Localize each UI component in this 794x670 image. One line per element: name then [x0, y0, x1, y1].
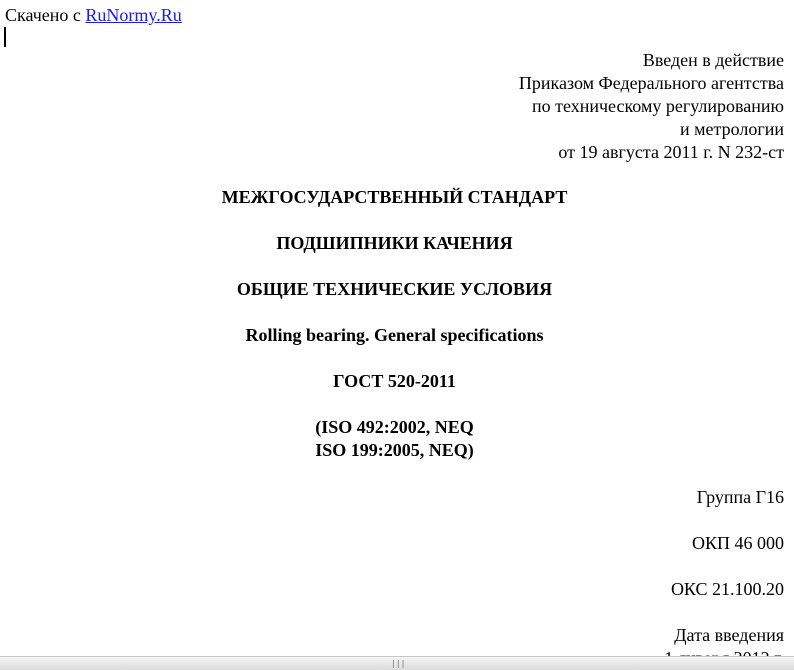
- runormy-link[interactable]: RuNormy.Ru: [85, 5, 182, 25]
- enactment-line: и метрологии: [680, 119, 784, 139]
- download-prefix: Скачено с: [5, 5, 86, 25]
- english-title: Rolling bearing. General specifications: [245, 325, 544, 345]
- standard-type-heading: МЕЖГОСУДАРСТВЕННЫЙ СТАНДАРТ: [221, 187, 568, 207]
- enactment-line: от 19 августа 2011 г. N 232-ст: [558, 142, 784, 162]
- download-source-line: [5, 4, 182, 26]
- enactment-line: по техническому регулированию: [531, 96, 784, 116]
- text-cursor: [4, 27, 6, 47]
- horizontal-scrollbar[interactable]: [0, 656, 794, 670]
- okp-label: ОКП 46 000: [691, 533, 784, 553]
- enactment-line: Введен в действие: [642, 50, 784, 70]
- scrollbar-grip-icon[interactable]: |||: [391, 659, 406, 668]
- iso-reference-line-2: ISO 199:2005, NEQ): [315, 440, 474, 460]
- enactment-line: Приказом Федерального агентства: [518, 73, 784, 93]
- oks-label: ОКС 21.100.20: [670, 579, 784, 599]
- intro-date-label: Дата введения: [674, 625, 784, 645]
- iso-reference-line-1: (ISO 492:2002, NEQ: [315, 417, 474, 437]
- group-label: Группа Г16: [696, 487, 784, 507]
- subject-heading: ПОДШИПНИКИ КАЧЕНИЯ: [276, 233, 513, 253]
- enactment-block: [519, 49, 784, 164]
- gost-code: ГОСТ 520-2011: [333, 371, 456, 391]
- subtitle-heading: ОБЩИЕ ТЕХНИЧЕСКИЕ УСЛОВИЯ: [236, 279, 553, 299]
